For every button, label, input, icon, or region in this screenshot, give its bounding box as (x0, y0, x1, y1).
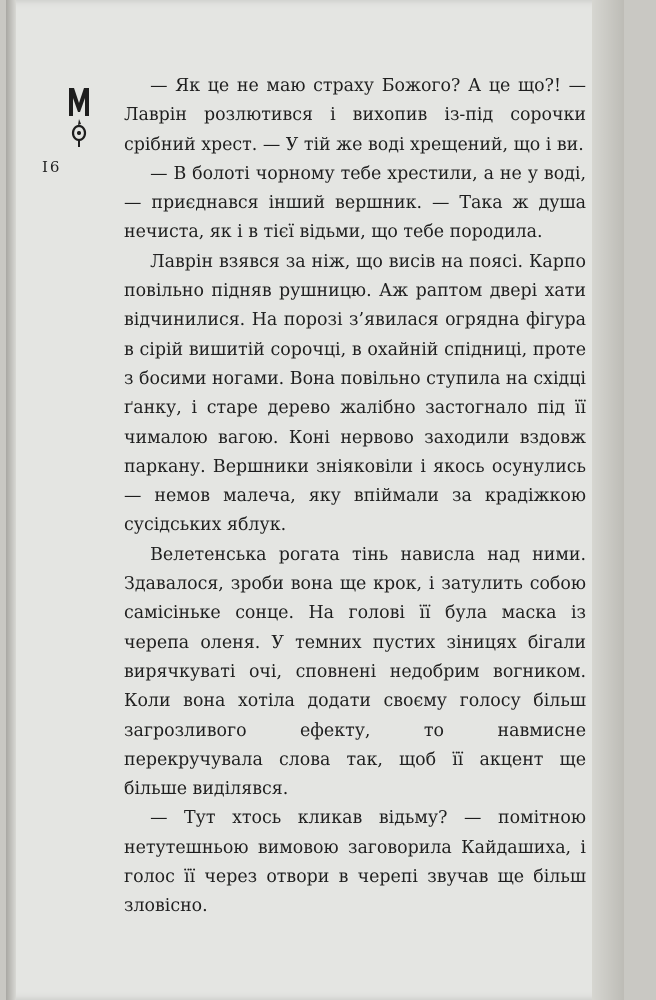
body-text (124, 72, 586, 922)
page-edge-shadow (592, 0, 624, 1000)
paragraph: — Як це не маю страху Божого? А це що?! — Лаврін розлютився і вихопив із-під сорочки срібний хрест. — У тій же воді хрещений, що і ви. (124, 76, 586, 155)
paragraph: Лаврін взявся за ніж, що висів на поясі. Карпо повільно підняв рушницю. Аж раптом двері хати відчинилися. На порозі з’явилася огрядна фігура в сірій вишитій сорочці, в охайній спідниці, проте з босими ногами. Вона повільно ступила на східці ґанку, і старе дерево жалібно застогнало під її чималою вагою. Коні нервово заходили вздовж паркану. Вершники зніяковіли і якось осунулись — немов малеча, яку впіймали за крадіжкою сусідських яблук. (124, 251, 586, 536)
page-spine-shadow (6, 0, 16, 1000)
page-number: I6 (42, 158, 62, 176)
paragraph: — В болоті чорному тебе хрестили, а не у воді, — приєднався інший вершник. — Така ж душа нечиста, як і в тієї відьми, що тебе породила. (124, 163, 586, 243)
book-page (6, 0, 624, 1000)
paragraph: — Тут хтось кликав відьму? — помітною нетутешньою вимовою заговорила Кайдашиха, і голос її через отвори в черепі звучав ще більш зловісно. (124, 808, 586, 917)
paragraph: Велетенська рогата тінь нависла над ними. Здавалося, зроби вона ще крок, і затулить собою самісіньке сонце. На голові її була маска із черепа оленя. У темних пустих зіницях бігали вирячкуваті очі, сповнені недобрим вогником. Коли вона хотіла додати своєму голосу більш загрозливого ефекту, то навмисне перекручувала слова так, щоб її акцент ще більше виділявся. (124, 544, 586, 800)
publisher-logo-icon (66, 86, 92, 148)
